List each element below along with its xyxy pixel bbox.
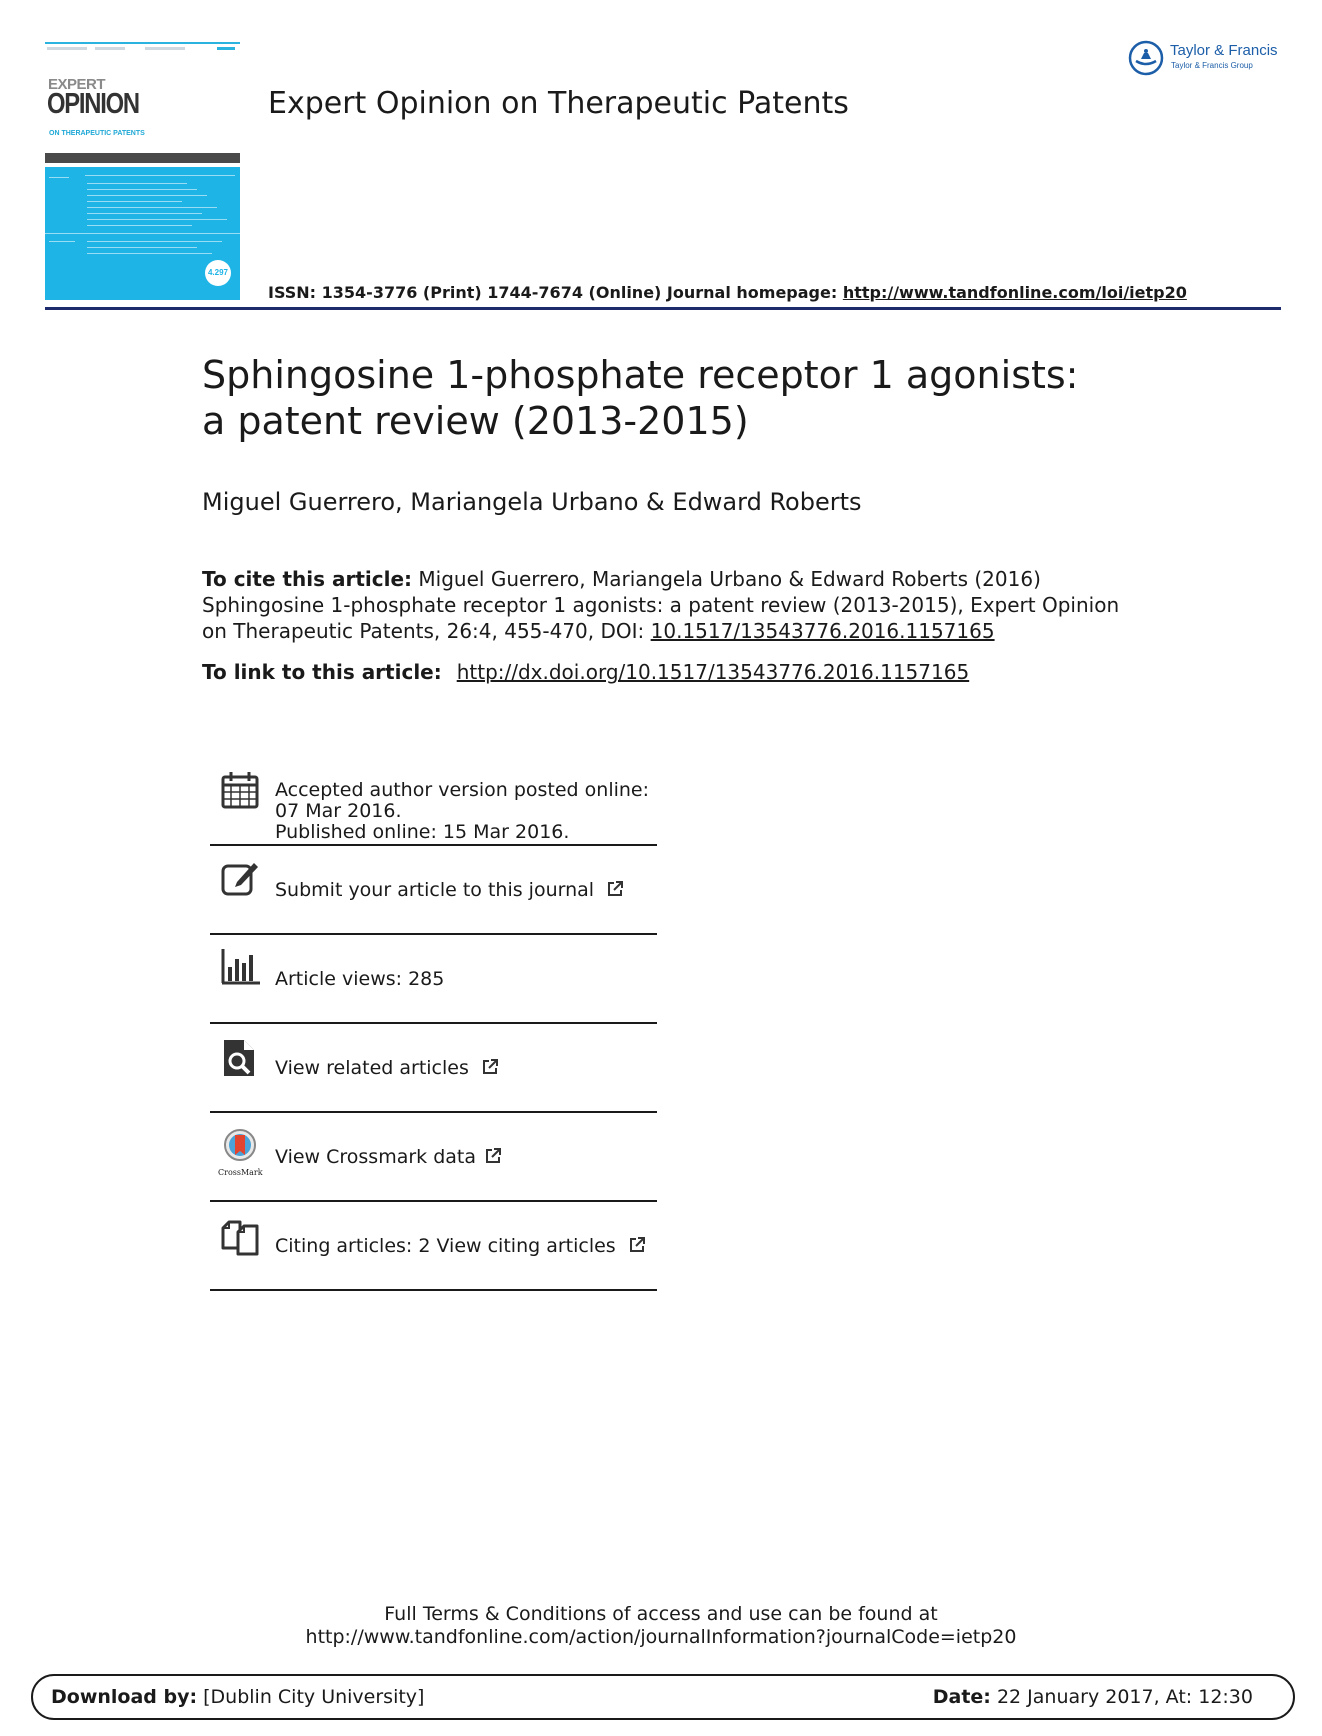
journal-title: Expert Opinion on Therapeutic Patents — [268, 86, 849, 121]
cover-subtitle: ON THERAPEUTIC PATENTS — [49, 130, 145, 137]
document-search-icon — [220, 1038, 260, 1078]
external-link-icon — [484, 1147, 502, 1165]
citing-articles-link[interactable]: Citing articles: 2 View citing articles — [275, 1235, 616, 1257]
download-date — [933, 1686, 1253, 1708]
article-link-line — [202, 660, 969, 684]
crossmark-item[interactable] — [210, 1113, 657, 1202]
external-link-icon — [481, 1058, 499, 1076]
cite-doi-link[interactable]: 10.1517/13543776.2016.1157165 — [650, 619, 995, 643]
download-footer — [31, 1674, 1295, 1720]
bar-chart-icon — [220, 947, 260, 987]
header-rule — [45, 307, 1281, 310]
article-title: Sphingosine 1-phosphate receptor 1 agonists: a patent review (2013-2015) — [202, 353, 1079, 443]
download-info — [51, 1686, 424, 1708]
cover-tiny-text — [47, 47, 87, 50]
copy-documents-icon — [220, 1216, 260, 1256]
external-link-icon — [628, 1236, 646, 1254]
link-label: To link to this article: — [202, 660, 449, 684]
edit-icon — [220, 858, 260, 898]
article-authors: Miguel Guerrero, Mariangela Urbano & Edward Roberts — [202, 488, 862, 516]
accepted-date: Accepted author version posted online: 07 Mar 2016. — [275, 779, 650, 822]
issn-text: ISSN: 1354-3776 (Print) 1744-7674 (Online) Journal homepage: — [268, 283, 843, 302]
journal-homepage-link[interactable]: http://www.tandfonline.com/loi/ietp20 — [842, 283, 1187, 302]
issn-line — [268, 283, 1187, 302]
article-views-item — [210, 935, 657, 1024]
submit-article-link[interactable]: Submit your article to this journal — [275, 879, 595, 901]
published-date: Published online: 15 Mar 2016. — [275, 821, 570, 843]
crossmark-icon — [220, 1127, 260, 1171]
terms-line: Full Terms & Conditions of access and use can be found at — [384, 1603, 938, 1625]
cite-label: To cite this article: — [202, 567, 413, 591]
cover-top-line — [45, 42, 240, 44]
download-value: [Dublin City University] — [197, 1686, 425, 1708]
journal-cover-image — [45, 42, 240, 300]
cover-impact-badge: 4.297 — [205, 260, 231, 286]
crossmark-link[interactable]: View Crossmark data — [275, 1146, 477, 1168]
publisher-group: Taylor & Francis Group — [1171, 61, 1253, 70]
date-label: Date: — [932, 1686, 991, 1708]
crossmark-logo-text: CrossMark — [218, 1168, 263, 1177]
download-label: Download by: — [51, 1686, 198, 1708]
article-views: Article views: 285 — [275, 968, 445, 990]
related-articles-item[interactable] — [210, 1024, 657, 1113]
cover-opinion-text: OPINION — [47, 88, 139, 120]
submit-article-item[interactable] — [210, 846, 657, 935]
publisher-logo[interactable] — [1128, 40, 1288, 76]
article-doi-link[interactable]: http://dx.doi.org/10.1517/13543776.2016.1157165 — [456, 660, 970, 684]
cover-dark-band — [45, 153, 240, 163]
cover-tiny-text — [145, 47, 185, 50]
cite-text: Miguel Guerrero, Mariangela Urbano & Edward Roberts (2016) Sphingosine 1-phosphate receptor 1 agonists: a patent review (2013-2015), Expert Opinion on Therapeutic Patents, 26:4, 455-470, DOI: — [202, 567, 1120, 643]
citing-articles-item[interactable] — [210, 1202, 657, 1291]
external-link-icon — [606, 880, 624, 898]
terms-url[interactable]: http://www.tandfonline.com/action/journalInformation?journalCode=ietp20 — [305, 1626, 1017, 1648]
meta-dates — [210, 764, 657, 846]
publisher-emblem-icon — [1128, 40, 1164, 76]
terms-block — [0, 1603, 1322, 1649]
cover-tiny-text — [95, 47, 125, 50]
publisher-name: Taylor & Francis — [1170, 42, 1278, 59]
related-articles-link[interactable]: View related articles — [275, 1057, 469, 1079]
date-value: 22 January 2017, At: 12:30 — [990, 1686, 1253, 1708]
cover-tiny-text — [217, 47, 235, 50]
cover-expert-text: EXPERT — [48, 76, 106, 93]
calendar-icon — [220, 770, 260, 810]
citation-block — [202, 566, 1122, 644]
